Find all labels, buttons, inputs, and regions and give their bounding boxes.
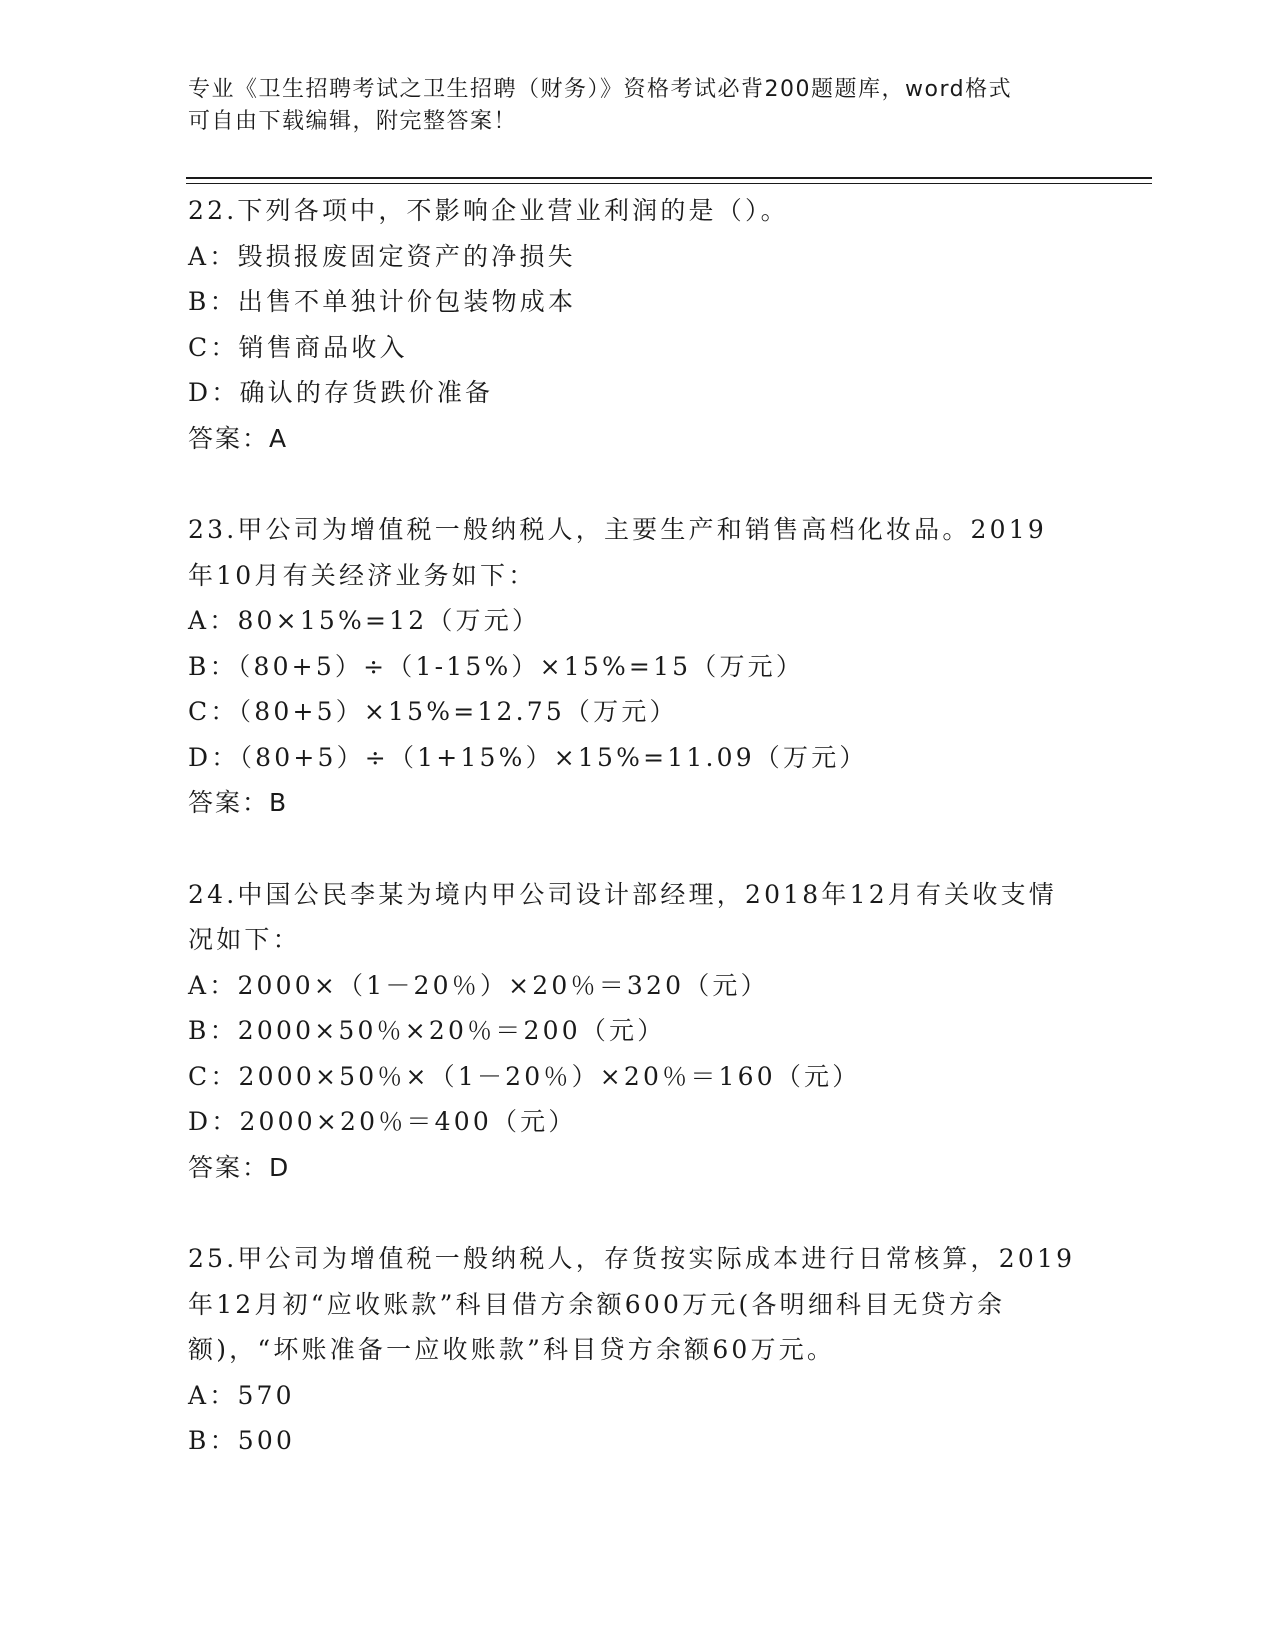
question-24	[188, 872, 1088, 1191]
question-stem-continued: 额)，“坏账准备一应收账款”科目贷方余额60万元。	[188, 1335, 836, 1364]
option-b: B：500	[188, 1426, 296, 1455]
option-d: D：确认的存货跌价准备	[188, 378, 494, 407]
option-c: C：（80+5）×15%=12.75（万元）	[188, 697, 678, 726]
option-c: C：2000×50％×（1－20％）×20％＝160（元）	[188, 1061, 861, 1091]
option-a: A：80×15%=12（万元）	[188, 606, 541, 635]
option-b: B：2000×50％×20％＝200（元）	[188, 1016, 666, 1045]
option-b: B：出售不单独计价包装物成本	[188, 287, 577, 316]
question-spacer	[188, 826, 1088, 872]
header-line-1: 专业《卫生招聘考试之卫生招聘（财务）》资格考试必背200题题库，word格式	[188, 77, 1013, 102]
option-d: D：（80+5）÷（1+15%）×15%=11.09（万元）	[188, 742, 868, 772]
option-a: A：毁损报废固定资产的净损失	[188, 241, 576, 271]
question-stem: 22.下列各项中，不影响企业营业利润的是（）。	[188, 196, 789, 225]
document-header	[188, 74, 1068, 138]
header-divider-thick	[186, 177, 1152, 179]
question-stem: 25.甲公司为增值税一般纳税人，存货按实际成本进行日常核算，2019	[188, 1244, 1076, 1273]
answer-label: 答案：D	[188, 1152, 291, 1182]
question-stem: 24.中国公民李某为境内甲公司设计部经理，2018年12月有关收支情	[188, 879, 1057, 909]
option-c: C：销售商品收入	[188, 332, 408, 362]
option-a: A：570	[188, 1380, 295, 1410]
option-d: D：2000×20％＝400（元）	[188, 1107, 577, 1136]
header-divider-thin	[186, 183, 1152, 184]
answer-label: 答案：B	[188, 788, 289, 817]
option-a: A：2000×（1－20％）×20％＝320（元）	[188, 970, 769, 1000]
question-stem-continued: 年10月有关经济业务如下：	[188, 560, 537, 590]
question-22	[188, 188, 1088, 461]
answer-label: 答案：A	[188, 423, 289, 453]
question-spacer	[188, 461, 1088, 507]
question-25	[188, 1236, 1088, 1464]
header-line-2: 可自由下载编辑，附完整答案！	[188, 109, 518, 134]
question-list	[188, 188, 1088, 1464]
option-b: B：（80+5）÷（1-15%）×15%=15（万元）	[188, 651, 805, 681]
question-23	[188, 507, 1088, 826]
question-stem: 23.甲公司为增值税一般纳税人，主要生产和销售高档化妆品。2019	[188, 515, 1047, 544]
question-spacer	[188, 1190, 1088, 1236]
question-stem-continued: 年12月初“应收账款”科目借方余额600万元(各明细科目无贷方余	[188, 1289, 1006, 1319]
question-stem-continued: 况如下：	[188, 925, 301, 954]
